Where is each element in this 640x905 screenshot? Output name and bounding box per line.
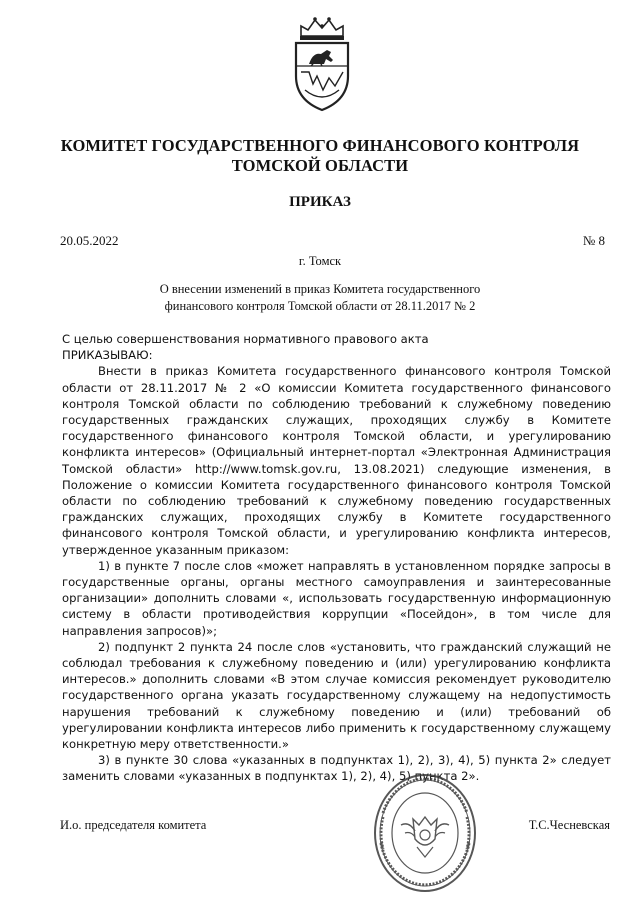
item-2-paragraph: 2) подпункт 2 пункта 24 после слов «установить, что гражданский служащий не соблюдал требования к служебному поведению и (или) урегулированию конфликта интересов.» дополнить словами «В этом случае комиссия рекомендует руководителю государственного органа указать государственному служащему на недопустимость нарушения требований к служебному поведению и (или) требований об урегулировании конфликта интересов либо применить к государственному служащему конкретную меру ответственности.» xyxy=(62,639,611,752)
order-word: ПРИКАЗЫВАЮ: xyxy=(62,348,153,363)
item-3-paragraph: 3) в пункте 30 слова «указанных в подпунктах 1), 2), 3), 4), 5) пункта 2» следует заменить словами «указанных в подпунктах 1), 2), 4), 5) пункта 2». xyxy=(62,753,611,784)
official-round-seal-icon xyxy=(371,773,479,897)
document-date: 20.05.2022 xyxy=(60,233,119,248)
organization-title-line-2: ТОМСКОЙ ОБЛАСТИ xyxy=(231,156,409,175)
tomsk-region-coat-of-arms-icon xyxy=(291,14,353,112)
document-number: № 8 xyxy=(582,233,605,248)
item-1-paragraph: 1) в пункте 7 после слов «может направлять в установленном порядке запросы в государственные органы, органы местного самоуправления и заинтересованные организации» дополнить словами «, использовать государственную информационную систему в области противодействия коррупции «Посейдон», в том числе для направления запросов)»; xyxy=(62,558,611,638)
subject-line-1: О внесении изменений в приказ Комитета государственного xyxy=(159,282,481,296)
intro-paragraph: Внести в приказ Комитета государственного финансового контроля Томской области от 28.11.2017 № 2 «О комиссии Комитета государственного финансового контроля Томской области по соблюдению требований к служебному поведению государственных гражданских служащих, проходящих службу в Комитете государственного финансового контроля Томской области, и урегулированию конфликта интересов» (Официальный интернет-портал «Электронная Администрация Томской области» http://www.tomsk.gov.ru, 13.08.2021) следующие изменения, в Положение о комиссии Комитета государственного финансового контроля Томской области по соблюдению требований к служебному поведению государственных гражданских служащих, проходящих службу в Комитете государственного финансового контроля Томской области, и урегулированию конфликта интересов, утвержденное указанным приказом: xyxy=(62,364,611,557)
organization-title xyxy=(40,136,600,176)
signatory-role: И.о. председателя комитета xyxy=(60,818,207,832)
subject-line-2: финансового контроля Томской области от 28.11.2017 № 2 xyxy=(164,299,476,313)
purpose-paragraph: С целью совершенствования нормативного правового акта xyxy=(62,332,429,346)
organization-title-line-1: КОМИТЕТ ГОСУДАРСТВЕННОГО ФИНАНСОВОГО КОНТРОЛЯ xyxy=(60,136,580,155)
document-subject xyxy=(130,281,510,315)
document-body xyxy=(62,331,611,785)
document-city: г. Томск xyxy=(298,254,342,268)
document-type: ПРИКАЗ xyxy=(289,194,351,210)
signatory-name: Т.С.Чесневская xyxy=(528,818,610,832)
